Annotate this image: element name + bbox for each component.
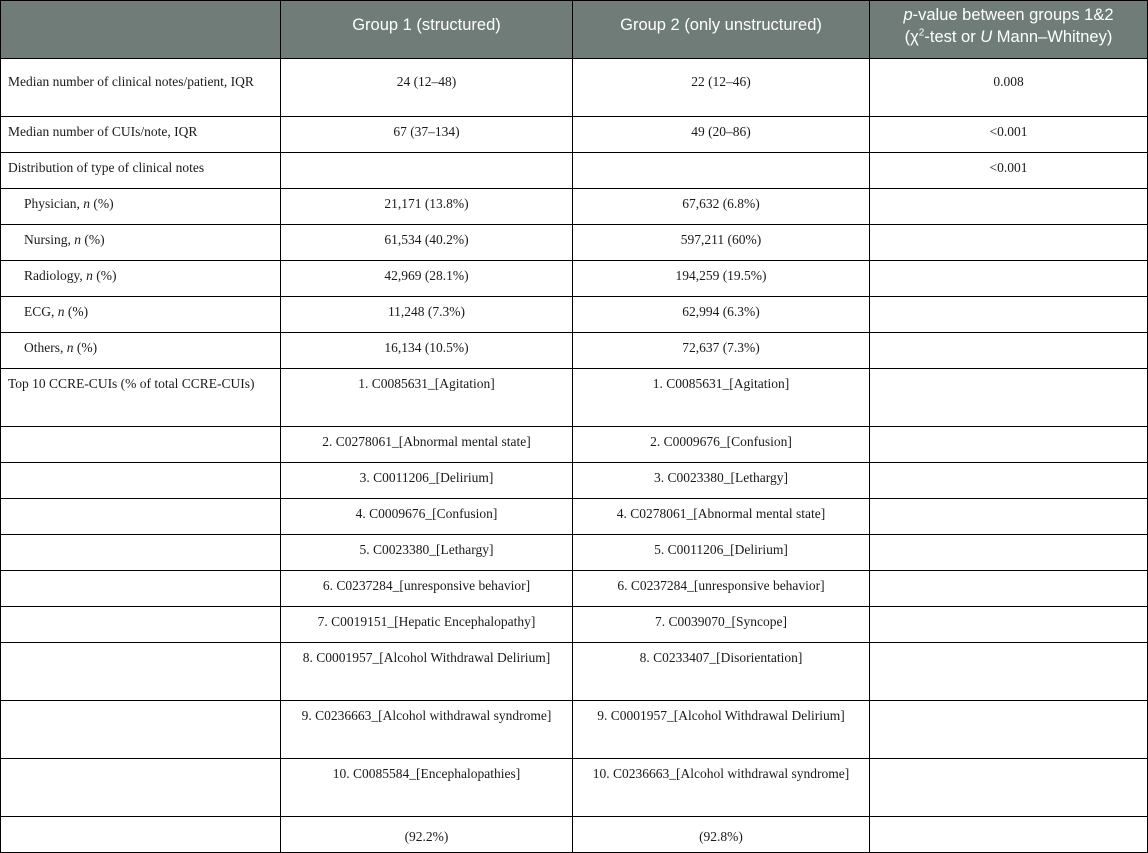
- header-mann-whitney: Mann–Whitney): [992, 28, 1113, 46]
- row-label: Top 10 CCRE-CUIs (% of total CCRE-CUIs): [1, 369, 281, 427]
- group2-cui: 9. C0001957_[Alcohol Withdrawal Delirium]: [573, 701, 870, 759]
- group2-cui: 10. C0236663_[Alcohol withdrawal syndrome]: [573, 759, 870, 817]
- group2-value: 67,632 (6.8%): [573, 189, 870, 225]
- group1-cui: 8. C0001957_[Alcohol Withdrawal Delirium]: [281, 643, 573, 701]
- p-value: <0.001: [870, 153, 1148, 189]
- header-pvalue: [870, 1, 1148, 59]
- empty-cell: [870, 759, 1148, 817]
- group1-cui: 4. C0009676_[Confusion]: [281, 499, 573, 535]
- group1-total-pct: (92.2%): [281, 817, 573, 853]
- empty-cell: [1, 817, 281, 853]
- table-row: [1, 261, 1148, 297]
- group2-value: [573, 153, 870, 189]
- group1-value: 16,134 (10.5%): [281, 333, 573, 369]
- group2-value: 22 (12–46): [573, 59, 870, 117]
- group1-cui: 2. C0278061_[Abnormal mental state]: [281, 427, 573, 463]
- header-u-italic: U: [980, 28, 993, 46]
- header-group2: Group 2 (only unstructured): [573, 1, 870, 59]
- p-value: [870, 369, 1148, 427]
- row-label-n: n: [66, 340, 74, 355]
- row-label-text: Physician,: [24, 196, 84, 211]
- row-label-n: n: [86, 268, 93, 283]
- row-label-text: Nursing,: [24, 232, 75, 247]
- group2-cui: 3. C0023380_[Lethargy]: [573, 463, 870, 499]
- table-row: [1, 607, 1148, 643]
- table-body: [1, 59, 1148, 853]
- table-header: [1, 1, 1148, 59]
- group1-value: 42,969 (28.1%): [281, 261, 573, 297]
- group2-value: 49 (20–86): [573, 117, 870, 153]
- empty-cell: [870, 701, 1148, 759]
- header-test-or: -test or: [924, 28, 981, 46]
- table-row: [1, 571, 1148, 607]
- empty-cell: [870, 499, 1148, 535]
- table-row: [1, 333, 1148, 369]
- row-label: [1, 189, 281, 225]
- table-row: [1, 369, 1148, 427]
- empty-cell: [870, 817, 1148, 853]
- row-label-n: n: [74, 232, 81, 247]
- group1-cui: 3. C0011206_[Delirium]: [281, 463, 573, 499]
- group2-total-pct: (92.8%): [573, 817, 870, 853]
- group1-cui: 10. C0085584_[Encephalopathies]: [281, 759, 573, 817]
- group1-cui: 1. C0085631_[Agitation]: [281, 369, 573, 427]
- group1-cui: 6. C0237284_[unresponsive behavior]: [281, 571, 573, 607]
- group1-value: 21,171 (13.8%): [281, 189, 573, 225]
- group1-value: 11,248 (7.3%): [281, 297, 573, 333]
- group2-cui: 5. C0011206_[Delirium]: [573, 535, 870, 571]
- p-value: <0.001: [870, 117, 1148, 153]
- empty-cell: [870, 643, 1148, 701]
- header-empty-cell: [1, 1, 281, 59]
- header-chi: (χ: [904, 28, 919, 46]
- group2-cui: 4. C0278061_[Abnormal mental state]: [573, 499, 870, 535]
- p-value: [870, 261, 1148, 297]
- empty-cell: [1, 571, 281, 607]
- empty-cell: [870, 535, 1148, 571]
- row-label: [1, 225, 281, 261]
- table-row: [1, 817, 1148, 853]
- p-value: [870, 189, 1148, 225]
- empty-cell: [1, 427, 281, 463]
- empty-cell: [870, 571, 1148, 607]
- row-label: Median number of clinical notes/patient, IQR: [1, 59, 281, 117]
- group2-cui: 7. C0039070_[Syncope]: [573, 607, 870, 643]
- group1-value: 61,534 (40.2%): [281, 225, 573, 261]
- table-row: [1, 463, 1148, 499]
- empty-cell: [870, 607, 1148, 643]
- header-group1: Group 1 (structured): [281, 1, 573, 59]
- row-label-n: n: [83, 196, 90, 211]
- group1-cui: 7. C0019151_[Hepatic Encephalopathy]: [281, 607, 573, 643]
- group1-cui: 5. C0023380_[Lethargy]: [281, 535, 573, 571]
- group1-value: 67 (37–134): [281, 117, 573, 153]
- table-row: [1, 643, 1148, 701]
- table-row: [1, 427, 1148, 463]
- header-pvalue-line1: -value between groups 1&2: [912, 6, 1114, 24]
- empty-cell: [1, 643, 281, 701]
- empty-cell: [1, 607, 281, 643]
- empty-cell: [1, 499, 281, 535]
- row-label-text: Radiology,: [24, 268, 87, 283]
- group2-value: 597,211 (60%): [573, 225, 870, 261]
- table-row: [1, 499, 1148, 535]
- group2-cui: 1. C0085631_[Agitation]: [573, 369, 870, 427]
- row-label: [1, 261, 281, 297]
- row-label: [1, 333, 281, 369]
- group2-value: 194,259 (19.5%): [573, 261, 870, 297]
- table-row: [1, 59, 1148, 117]
- group1-value: [281, 153, 573, 189]
- p-value: [870, 333, 1148, 369]
- empty-cell: [1, 463, 281, 499]
- empty-cell: [870, 427, 1148, 463]
- empty-cell: [1, 759, 281, 817]
- group1-value: 24 (12–48): [281, 59, 573, 117]
- group2-cui: 6. C0237284_[unresponsive behavior]: [573, 571, 870, 607]
- table-row: [1, 189, 1148, 225]
- p-value: [870, 297, 1148, 333]
- group1-cui: 9. C0236663_[Alcohol withdrawal syndrome]: [281, 701, 573, 759]
- row-label: Distribution of type of clinical notes: [1, 153, 281, 189]
- empty-cell: [1, 535, 281, 571]
- p-value: 0.008: [870, 59, 1148, 117]
- group2-cui: 2. C0009676_[Confusion]: [573, 427, 870, 463]
- row-label-pct: (%): [92, 268, 117, 283]
- row-label: Median number of CUIs/note, IQR: [1, 117, 281, 153]
- header-p-italic: p: [903, 6, 913, 24]
- row-label-pct: (%): [73, 340, 98, 355]
- header-row: [1, 1, 1148, 59]
- row-label-pct: (%): [64, 304, 89, 319]
- table-row: [1, 535, 1148, 571]
- empty-cell: [870, 463, 1148, 499]
- group2-cui: 8. C0233407_[Disorientation]: [573, 643, 870, 701]
- p-value: [870, 225, 1148, 261]
- row-label: [1, 297, 281, 333]
- row-label-text: ECG,: [24, 304, 58, 319]
- group2-value: 72,637 (7.3%): [573, 333, 870, 369]
- table-row: [1, 297, 1148, 333]
- header-chi-sup: 2: [918, 27, 925, 39]
- table-row: [1, 701, 1148, 759]
- row-label-pct: (%): [90, 196, 114, 211]
- empty-cell: [1, 701, 281, 759]
- row-label-text: Others,: [24, 340, 67, 355]
- row-label-pct: (%): [81, 232, 105, 247]
- row-label-n: n: [57, 304, 65, 319]
- table-row: [1, 117, 1148, 153]
- group2-value: 62,994 (6.3%): [573, 297, 870, 333]
- table-row: [1, 225, 1148, 261]
- table-row: [1, 153, 1148, 189]
- table-row: [1, 759, 1148, 817]
